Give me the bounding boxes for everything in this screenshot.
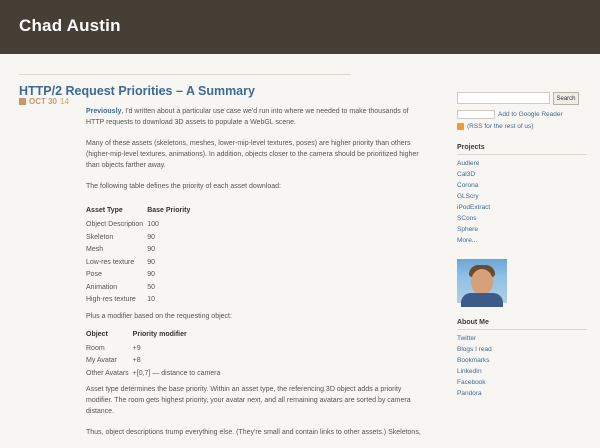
search-input[interactable] <box>457 92 550 104</box>
table-cell: 50 <box>147 283 155 291</box>
table-cell: Mesh <box>86 246 104 253</box>
table-cell: 100 <box>147 221 159 228</box>
table-cell: 90 <box>147 233 155 241</box>
project-link[interactable]: iPodExtract <box>457 204 491 211</box>
projects-list <box>457 158 587 246</box>
priority-modifier-table <box>86 326 224 381</box>
project-link-more[interactable]: More... <box>457 237 478 244</box>
table-cell: 90 <box>147 258 155 266</box>
about-link-facebook[interactable]: Facebook <box>457 379 486 386</box>
table-row <box>86 343 224 356</box>
project-link[interactable]: Audiere <box>457 160 480 167</box>
asset-priority-table <box>86 202 194 307</box>
rss-link[interactable]: (RSS for the rest of us) <box>467 123 534 130</box>
sidebar-subscribe <box>457 92 587 132</box>
about-link-bookmarks[interactable]: Bookmarks <box>457 357 490 364</box>
post-paragraph-5: Asset type determines the base priority. Within an asset type, the referencing 3D object adds a priority modifier. The room gets highest priority, your avatar next, and all remaining avatars are sorted by camera distance. <box>86 386 411 415</box>
post-paragraph-4: Plus a modifier based on the requesting object: <box>86 312 232 320</box>
table-header-cell: Priority modifier <box>132 330 187 338</box>
table-header-cell: Object <box>86 330 108 338</box>
about-link-blogs[interactable]: Blogs I read <box>457 346 492 353</box>
about-link-pandora[interactable]: Pandora <box>457 390 482 397</box>
table-cell: Room <box>86 344 105 352</box>
search-form <box>457 92 587 106</box>
google-reader-row <box>457 110 587 120</box>
table-cell: 10 <box>147 296 155 303</box>
previously-link[interactable]: Previously <box>86 108 122 115</box>
post-date-year: 14 <box>60 97 69 106</box>
table-cell: Low-res texture <box>86 258 135 266</box>
table-cell: Animation <box>86 283 118 291</box>
author-photo-shirt <box>461 293 503 307</box>
table-row <box>86 282 194 295</box>
table-header-cell: Base Priority <box>147 207 191 214</box>
post-paragraph-6: Thus, object descriptions trump everything else. (They're small and contain links to other assets.) Skeletons, <box>86 429 421 436</box>
project-link[interactable]: SCons <box>457 215 477 222</box>
site-header <box>0 0 600 54</box>
table-cell: +[0,7] — distance to camera <box>132 369 221 377</box>
table-row <box>86 244 194 257</box>
post-paragraph-1 <box>86 106 422 128</box>
about-links-list <box>457 333 587 399</box>
post-title[interactable]: HTTP/2 Request Priorities – A Summary <box>19 84 255 98</box>
calendar-icon <box>19 98 26 105</box>
post-divider <box>19 74 351 75</box>
project-link[interactable]: Cal3D <box>457 171 476 178</box>
post-paragraph-1-text: , I'd written about a particular use case we'd run into where we needed to make thousands of HTTP requests to download 3D assets to populate a WebGL scene. <box>86 108 409 126</box>
table-row <box>86 257 194 270</box>
post-paragraph-2: Many of these assets (skeletons, meshes, lower-mip-level textures, poses) are higher priority than others (higher-mip-level textures, animations). In addition, objects closer to the camera should be prioritized higher than objects farther away. <box>86 140 419 169</box>
table-cell: Skeleton <box>86 233 114 241</box>
project-link[interactable]: Sphere <box>457 226 478 233</box>
table-cell: My Avatar <box>86 357 117 364</box>
search-button[interactable]: Search <box>553 92 579 105</box>
rss-row <box>457 122 587 132</box>
projects-heading: Projects <box>457 144 587 155</box>
sidebar-about <box>457 319 587 399</box>
table-cell: 90 <box>147 246 155 253</box>
site-title[interactable]: Chad Austin <box>19 16 121 35</box>
project-link[interactable]: GLScry <box>457 193 479 200</box>
about-heading: About Me <box>457 319 587 330</box>
google-reader-field[interactable] <box>457 110 495 119</box>
table-row <box>86 355 224 368</box>
table-row <box>86 269 194 282</box>
post-paragraph-3: The following table defines the priority of each asset download: <box>86 183 281 190</box>
post-date-month-day: OCT 30 <box>29 97 58 106</box>
table-row <box>86 294 194 307</box>
post-date <box>19 97 69 106</box>
rss-icon[interactable] <box>457 123 464 130</box>
table-cell: High-res texture <box>86 296 136 303</box>
author-photo-face <box>471 269 493 295</box>
table-cell: Pose <box>86 271 102 278</box>
sidebar-projects <box>457 144 587 246</box>
table-cell: Object Description <box>86 221 144 228</box>
post-body <box>86 106 422 448</box>
project-link[interactable]: Corona <box>457 182 479 189</box>
table-header-row <box>86 326 224 343</box>
table-header-cell: Asset Type <box>86 207 123 214</box>
table-row <box>86 219 194 232</box>
table-cell: +9 <box>132 344 141 352</box>
table-row <box>86 232 194 245</box>
google-reader-link[interactable]: Add to Google Reader <box>498 111 563 118</box>
table-row <box>86 368 224 381</box>
author-photo <box>457 259 507 303</box>
table-header-row <box>86 202 194 219</box>
table-cell: +8 <box>132 357 141 364</box>
about-link-linkedin[interactable]: LinkedIn <box>457 368 482 375</box>
about-link-twitter[interactable]: Twitter <box>457 335 477 342</box>
table-cell: Other Avatars <box>86 369 129 377</box>
table-cell: 90 <box>147 271 155 278</box>
